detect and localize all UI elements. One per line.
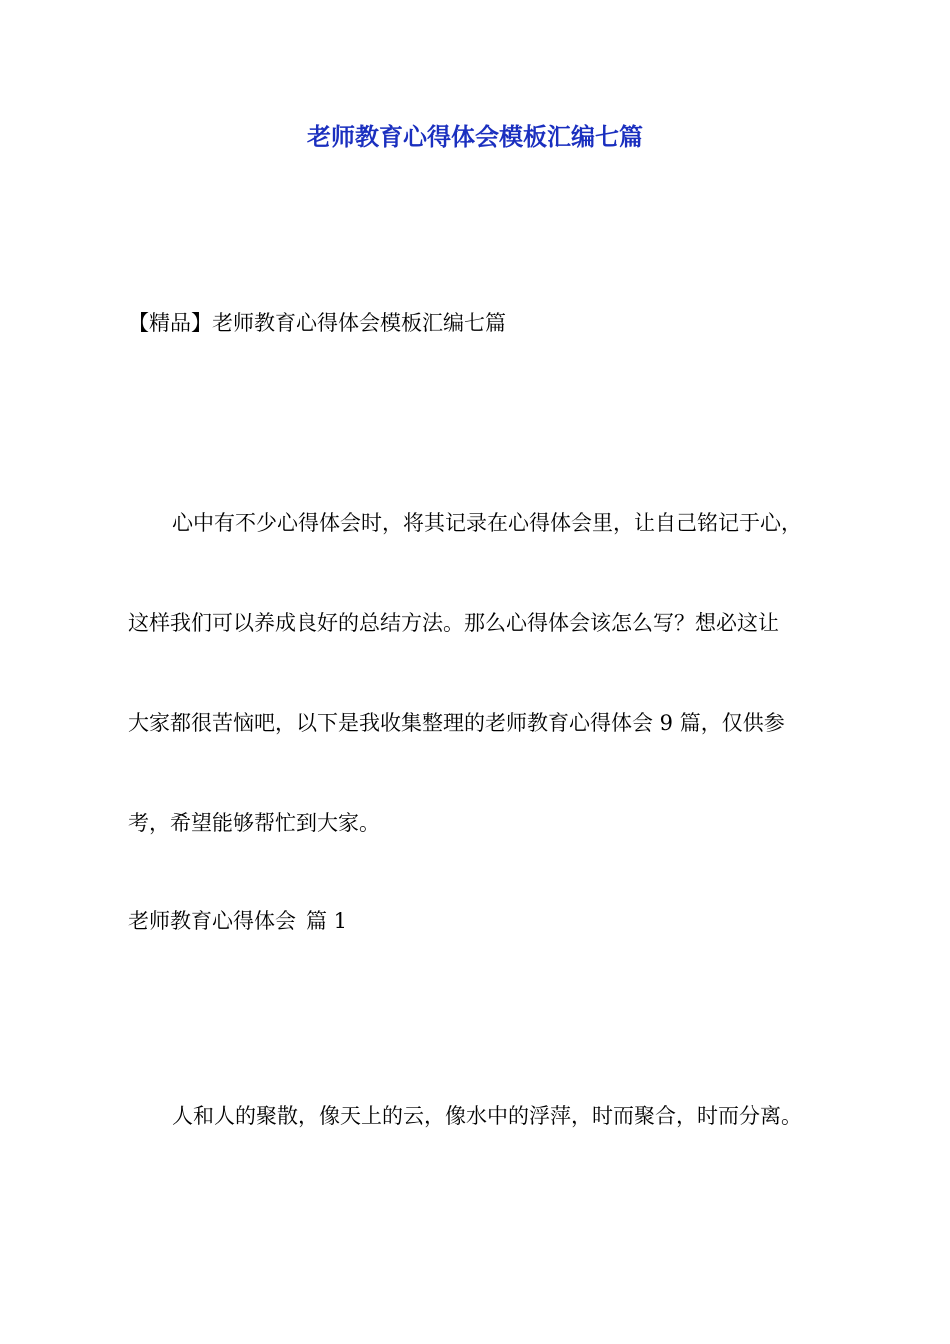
intro-line: 这样我们可以养成良好的总结方法。那么心得体会该怎么写？想必这让 <box>128 611 779 635</box>
intro-line: 心中有不少心得体会时，将其记录在心得体会里，让自己铭记于心， <box>172 511 802 535</box>
document-subtitle: 【精品】老师教育心得体会模板汇编七篇 <box>128 311 506 335</box>
intro-line: 考，希望能够帮忙到大家。 <box>128 811 380 835</box>
intro-paragraph <box>128 473 828 873</box>
intro-line: 大家都很苦恼吧，以下是我收集整理的老师教育心得体会 9 篇，仅供参 <box>128 711 785 735</box>
section-number: 篇 1 <box>306 909 348 933</box>
document-title: 老师教育心得体会模板汇编七篇 <box>307 123 643 151</box>
section-line: 人和人的聚散，像天上的云，像水中的浮萍，时而聚合，时而分离。 <box>172 1104 802 1128</box>
section-heading <box>128 904 347 938</box>
section-paragraph <box>128 1066 828 1166</box>
section-heading-text: 老师教育心得体会 <box>128 909 296 933</box>
